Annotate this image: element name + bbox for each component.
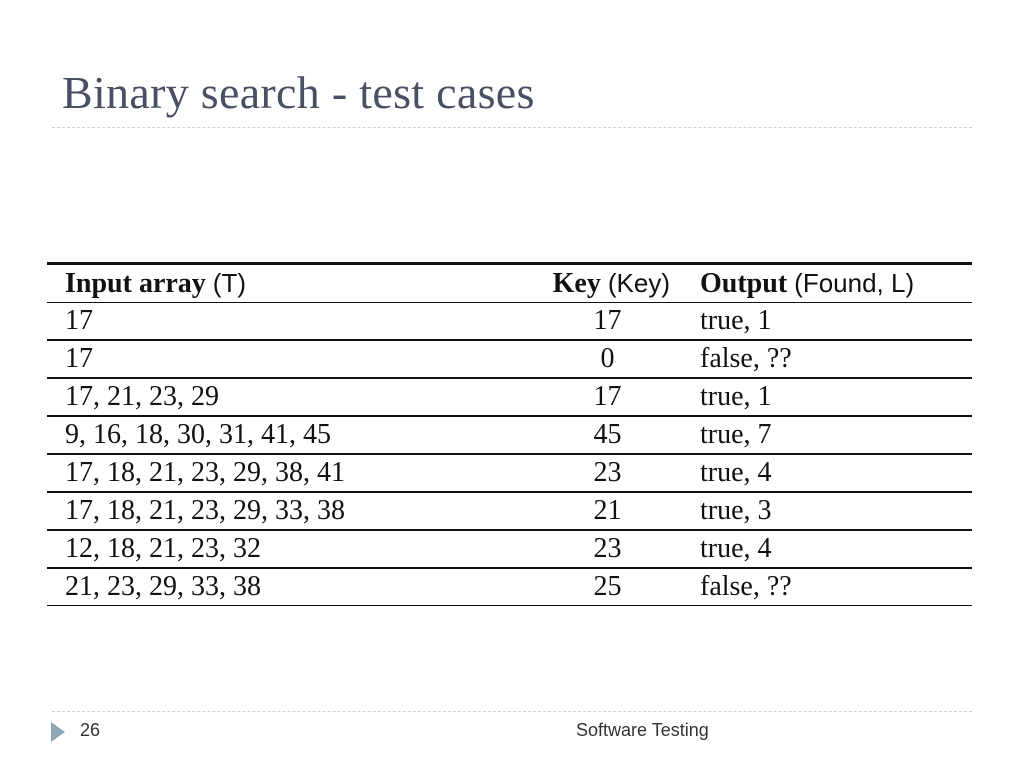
header-input-param: (T) bbox=[212, 268, 246, 298]
test-cases-table-container bbox=[47, 262, 972, 606]
cell-key: 23 bbox=[593, 457, 622, 488]
table-row bbox=[47, 454, 972, 492]
cell-input-array: 17, 21, 23, 29 bbox=[65, 381, 219, 412]
cell-output: true, 1 bbox=[700, 305, 772, 336]
table-header-row bbox=[47, 264, 972, 303]
header-input-array bbox=[47, 264, 495, 303]
cell-key: 0 bbox=[600, 343, 615, 374]
table-row bbox=[47, 378, 972, 416]
cell-input-array: 12, 18, 21, 23, 32 bbox=[65, 533, 261, 564]
cell-key: 45 bbox=[593, 419, 622, 450]
cell-key: 25 bbox=[593, 571, 622, 602]
cell-output: false, ?? bbox=[700, 571, 792, 602]
cell-output: false, ?? bbox=[700, 343, 792, 374]
cell-input-array: 17 bbox=[65, 343, 93, 374]
cell-key: 23 bbox=[593, 533, 622, 564]
cell-input-array: 21, 23, 29, 33, 38 bbox=[65, 571, 261, 602]
cell-input-array: 17 bbox=[65, 305, 93, 336]
header-output bbox=[700, 264, 972, 303]
footer-divider bbox=[52, 711, 972, 712]
slide-title: Binary search - test cases bbox=[62, 67, 535, 118]
cell-output: true, 3 bbox=[700, 495, 772, 526]
cell-input-array: 17, 18, 21, 23, 29, 38, 41 bbox=[65, 457, 345, 488]
header-key bbox=[495, 264, 700, 303]
cell-output: true, 4 bbox=[700, 533, 772, 564]
footer-course-title: Software Testing bbox=[576, 720, 709, 740]
table-row bbox=[47, 416, 972, 454]
table-row bbox=[47, 303, 972, 341]
cell-output: true, 4 bbox=[700, 457, 772, 488]
header-output-label: Output bbox=[700, 268, 788, 299]
cell-output: true, 7 bbox=[700, 419, 772, 450]
cell-key: 17 bbox=[593, 381, 622, 412]
triangle-right-icon bbox=[51, 722, 65, 742]
header-input-label: Input array bbox=[65, 268, 206, 299]
table-row bbox=[47, 492, 972, 530]
table-row bbox=[47, 568, 972, 606]
test-cases-table bbox=[47, 262, 972, 606]
header-key-label: Key bbox=[552, 268, 601, 299]
cell-output: true, 1 bbox=[700, 381, 772, 412]
cell-input-array: 9, 16, 18, 30, 31, 41, 45 bbox=[65, 419, 331, 450]
cell-input-array: 17, 18, 21, 23, 29, 33, 38 bbox=[65, 495, 345, 526]
header-key-param: (Key) bbox=[607, 268, 670, 298]
table-row bbox=[47, 530, 972, 568]
cell-key: 21 bbox=[593, 495, 622, 526]
cell-key: 17 bbox=[593, 305, 622, 336]
page-number: 26 bbox=[80, 720, 101, 740]
title-divider bbox=[52, 127, 972, 128]
table-row bbox=[47, 340, 972, 378]
header-output-param: (Found, L) bbox=[794, 268, 915, 298]
